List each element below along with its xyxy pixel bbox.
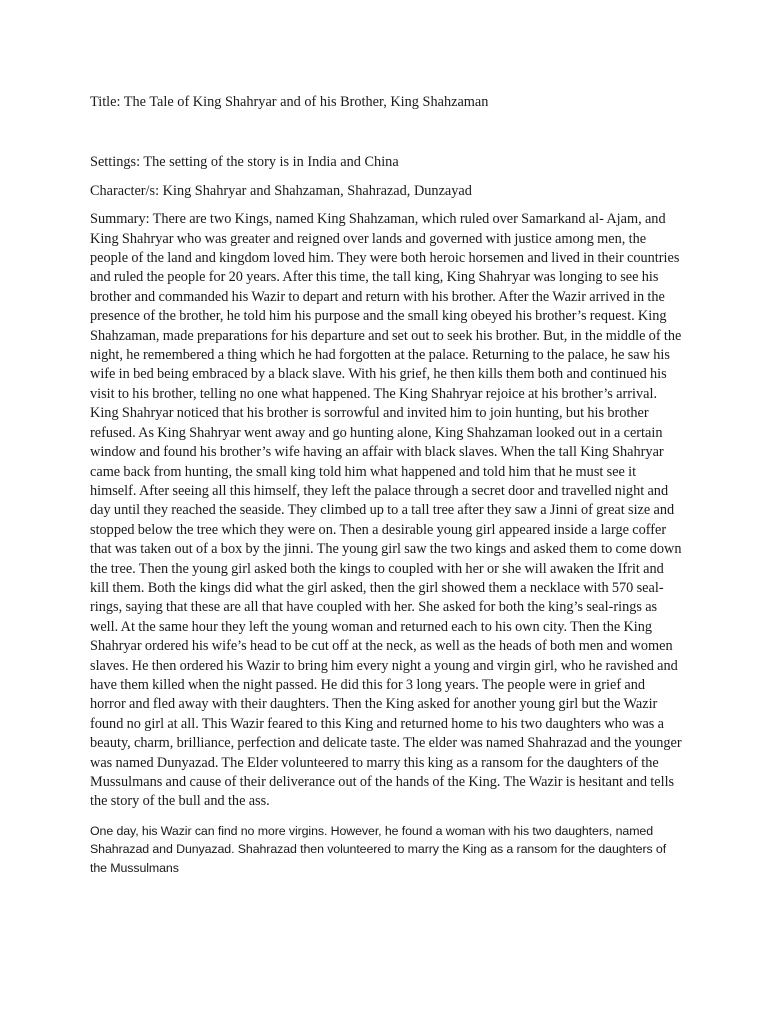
settings-line: Settings: The setting of the story is in India and China — [90, 154, 399, 171]
summary-paragraph: Summary: There are two Kings, named King Shahzaman, which ruled over Samarkand al- Ajam, and King Shahryar who was greater and reigned over lands and governed with justice among men, the people of the land and kingdom loved him. They were both heroic horsemen and lived in their countries and ruled the people for 20 years. After this time, the tall king, King Shahryar was longing to see his brother and commanded his Wazir to depart and return with his brother. After the Wazir arrived in the presence of the brother, he told him his purpose and the small king obeyed his brother’s request. King Shahzaman, made preparations for his departure and set out to seek his brother. But, in the middle of the night, he remembered a thing which he had forgotten at the palace. Returning to the palace, he saw his wife in bed being embraced by a black slave. With his grief, he then kills them both and continued his visit to his brother, telling no one what happened. The King Shahryar rejoice at his brother’s arrival. King Shahryar noticed that his brother is sorrowful and invited him to join hunting, but his brother refused. As King Shahryar went away and go hunting alone, King Shahzaman looked out in a certain window and found his brother’s wife having an affair with black slaves. When the tall King Shahryar came back from hunting, the small king told him what happened and told him that he must see it himself. After seeing all this himself, they left the palace through a secret door and travelled night and day until they reached the seaside. They climbed up to a tall tree after they saw a Jinni of great size and stopped below the tree which they were on. Then a desirable young girl appeared inside a large coffer that was taken out of a box by the jinni. The young girl saw the two kings and asked them to come down the tree. Then the young girl asked both the kings to coupled with her or she will awaken the Ifrit and kill them. Both the kings did what the girl asked, then the girl showed them a necklace with 570 seal-rings, saying that these are all that have coupled with her. She asked for both the king’s seal-rings as well. At the same hour they left the young woman and returned each to his own city. Then the King Shahryar ordered his wife’s head to be cut off at the neck, as well as the heads of both men and women slaves. He then ordered his Wazir to bring him every night a young and virgin girl, who he ravished and have them killed when the night passed. He did this for 3 long years. The people were in grief and horror and fled away with their daughters. Then the King asked for another young girl but the Wazir found no girl at all. This Wazir feared to this King and returned home to his two daughters who was a beauty, charm, brilliance, perfection and delicate taste. The elder was named Shahrazad and the younger was named Dunyazad. The Elder volunteered to marry this king as a ransom for the daughters of the Mussulmans and cause of their deliverance out of the hands of the King. The Wazir is hesitant and tells the story of the bull and the ass. — [90, 211, 682, 810]
document-title: Title: The Tale of King Shahryar and of his Brother, King Shahzaman — [90, 94, 489, 110]
document-page — [90, 93, 684, 877]
note-paragraph: One day, his Wazir can find no more virgins. However, he found a woman with his two daughters, named Shahrazad and Dunyazad. Shahrazad then volunteered to marry the King as a ransom for the daughters of the Mussulmans — [90, 823, 667, 875]
characters-line: Character/s: King Shahryar and Shahzaman, Shahrazad, Dunzayad — [90, 182, 472, 199]
